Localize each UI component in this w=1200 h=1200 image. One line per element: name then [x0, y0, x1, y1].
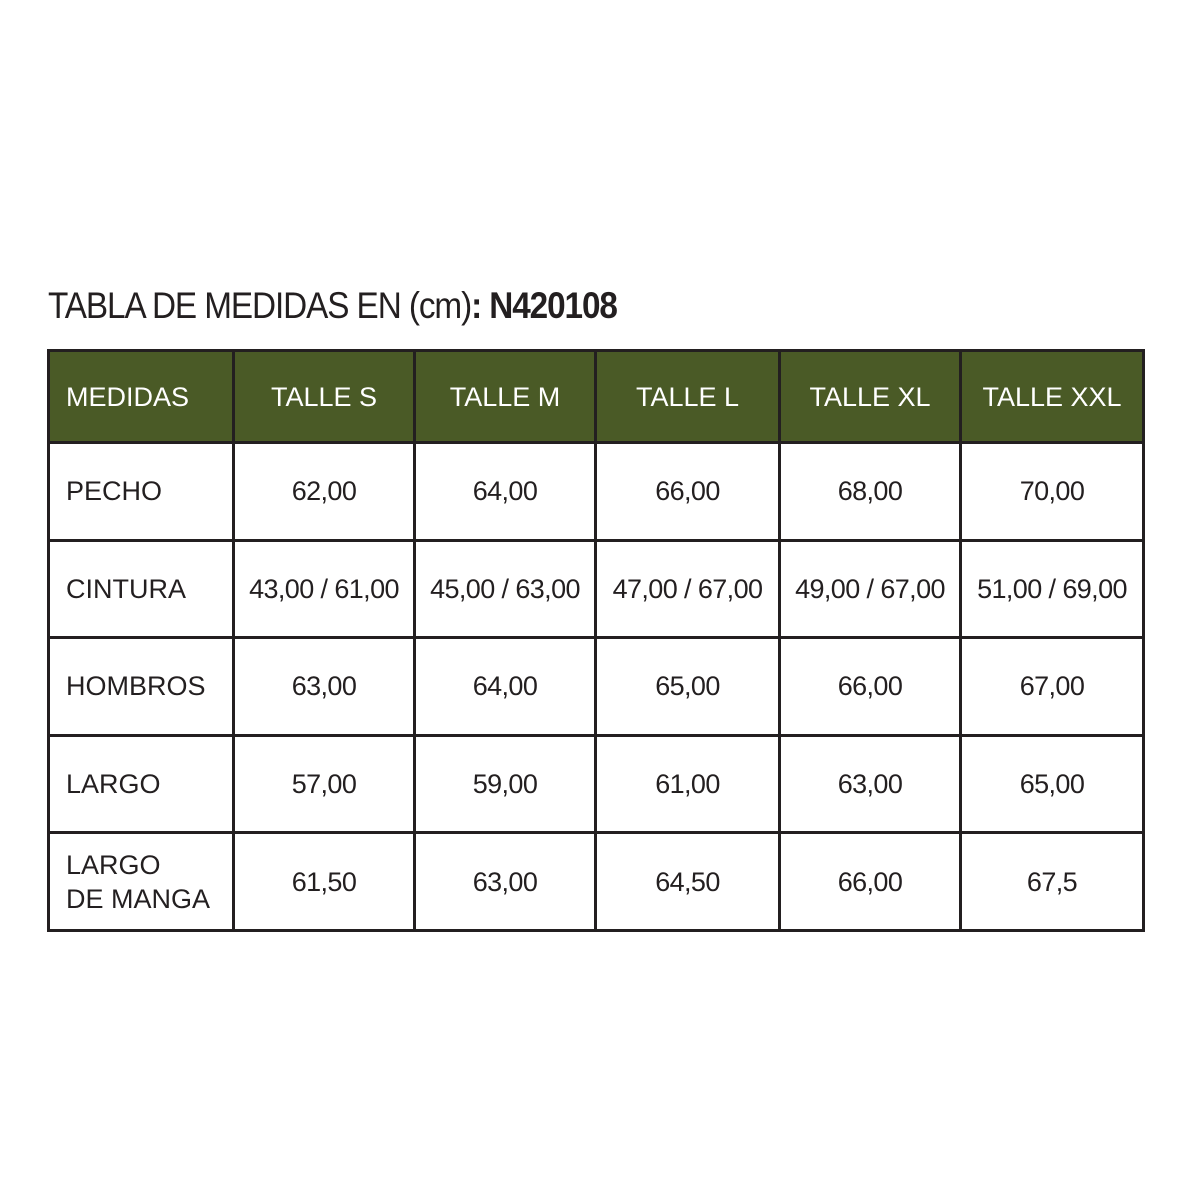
- cell-value: 59,00: [472, 769, 538, 800]
- header-talle-xl: TALLE XL: [780, 351, 961, 443]
- cell-value: 63,00: [472, 866, 538, 897]
- cell-value: 63,00: [837, 769, 903, 800]
- cell-value: 61,50: [291, 866, 357, 897]
- table-row: [49, 540, 1144, 638]
- row-label-hombros: HOMBROS: [49, 638, 234, 736]
- table-cell: [596, 540, 780, 638]
- table-cell: [961, 833, 1144, 931]
- table-cell: [234, 540, 415, 638]
- header-row: [49, 351, 1144, 443]
- cell-value: 47,00 / 67,00: [612, 573, 763, 604]
- table-cell: [596, 833, 780, 931]
- cell-value: 70,00: [1019, 476, 1085, 507]
- row-label-cintura: CINTURA: [49, 540, 234, 638]
- cell-value: 43,00 / 61,00: [249, 573, 399, 604]
- table-row: [49, 833, 1144, 931]
- cell-value: 63,00: [291, 671, 357, 702]
- cell-value: 66,00: [655, 476, 720, 507]
- table-cell: [961, 638, 1144, 736]
- cell-value: 64,00: [472, 671, 538, 702]
- size-chart-table: [47, 349, 1145, 932]
- row-label-pecho: PECHO: [49, 443, 234, 541]
- cell-value: 66,00: [837, 866, 903, 897]
- product-code: : N420108: [471, 285, 617, 326]
- table-row: [49, 638, 1144, 736]
- table-cell: [415, 833, 596, 931]
- cell-value: 67,5: [1026, 866, 1078, 897]
- cell-value: 62,00: [291, 476, 357, 507]
- table-cell: [780, 443, 961, 541]
- header-talle-l: TALLE L: [596, 351, 780, 443]
- table-cell: [234, 735, 415, 833]
- row-label-largo: LARGO: [49, 735, 234, 833]
- table-cell: [961, 540, 1144, 638]
- table-cell: [415, 735, 596, 833]
- title-text: TABLA DE MEDIDAS EN (cm): [48, 285, 472, 326]
- cell-value: 67,00: [1019, 671, 1085, 702]
- cell-value: 49,00 / 67,00: [795, 573, 945, 604]
- cell-value: 51,00 / 69,00: [977, 573, 1127, 604]
- table-cell: [234, 833, 415, 931]
- cell-value: 64,00: [472, 476, 538, 507]
- table-cell: [415, 540, 596, 638]
- table-cell: [780, 638, 961, 736]
- cell-value: 57,00: [291, 769, 357, 800]
- table-cell: [780, 735, 961, 833]
- table-cell: [780, 540, 961, 638]
- table-row: [49, 735, 1144, 833]
- table-cell: [596, 735, 780, 833]
- table-cell: [596, 443, 780, 541]
- table-cell: [596, 638, 780, 736]
- cell-value: 65,00: [655, 671, 720, 702]
- cell-value: 45,00 / 63,00: [430, 573, 580, 604]
- row-label-largo-de-manga: LARGO DE MANGA: [49, 833, 234, 931]
- cell-value: 68,00: [837, 476, 903, 507]
- table-cell: [234, 638, 415, 736]
- cell-value: 65,00: [1019, 769, 1085, 800]
- table-cell: [234, 443, 415, 541]
- cell-value: 64,50: [655, 866, 720, 897]
- header-talle-m: TALLE M: [415, 351, 596, 443]
- table-cell: [780, 833, 961, 931]
- cell-value: 66,00: [837, 671, 903, 702]
- table-row: [49, 443, 1144, 541]
- header-medidas: MEDIDAS: [49, 351, 234, 443]
- table-cell: [415, 638, 596, 736]
- table-cell: [415, 443, 596, 541]
- cell-value: 61,00: [655, 769, 720, 800]
- header-talle-s: TALLE S: [234, 351, 415, 443]
- table-cell: [961, 735, 1144, 833]
- table-cell: [961, 443, 1144, 541]
- page-title: [48, 283, 617, 329]
- header-talle-xxl: TALLE XXL: [961, 351, 1144, 443]
